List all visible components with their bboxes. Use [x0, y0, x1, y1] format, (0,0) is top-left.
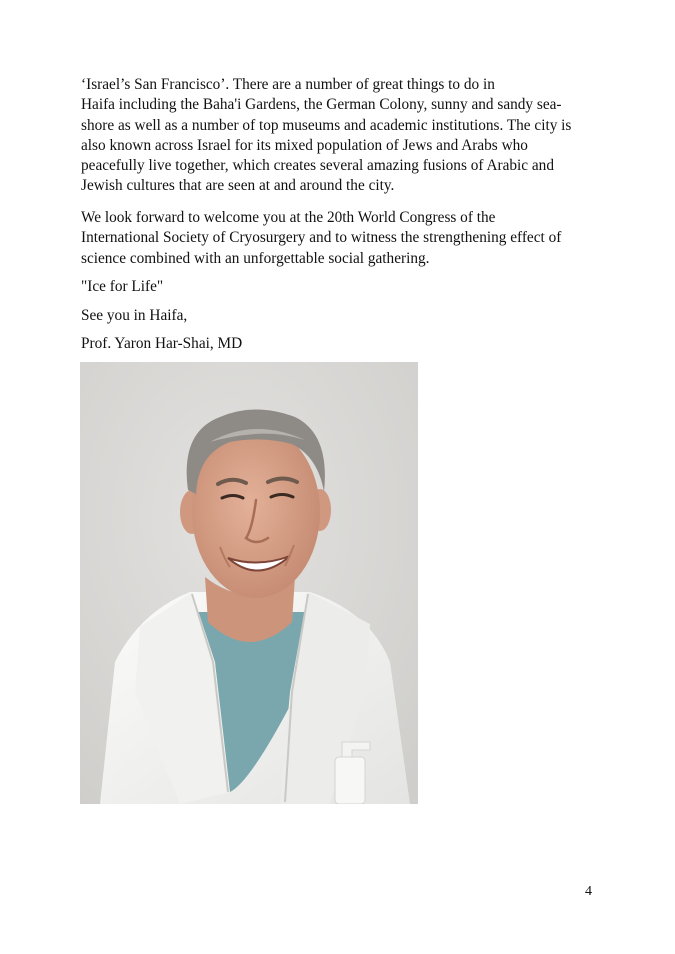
text-line: We look forward to welcome you at the 20th World Congress of the — [81, 209, 496, 226]
page-number: 4 — [585, 884, 592, 899]
intro-paragraph — [81, 75, 571, 197]
text-line: International Society of Cryosurgery and to witness the strengthening effect of — [81, 229, 562, 247]
text-line: science combined with an unforgettable social gathering. — [81, 249, 430, 267]
text-line: peacefully live together, which creates several amazing fusions of Arabic and — [81, 157, 554, 175]
pocket-bottle — [335, 757, 365, 804]
text-line: shore as well as a number of top museums and academic institutions. The city is — [81, 116, 572, 134]
text-line: Haifa including the Baha'i Gardens, the German Colony, sunny and sandy sea- — [81, 96, 562, 114]
welcome-paragraph — [81, 208, 561, 269]
motto-line: "Ice for Life" — [81, 278, 164, 295]
closing-line: See you in Haifa, — [81, 307, 188, 324]
text-line: Jewish cultures that are seen at and around the city. — [81, 177, 395, 195]
portrait-photo — [80, 362, 418, 804]
text-line: ‘Israel’s San Francisco’. There are a number of great things to do in — [81, 76, 495, 93]
text-line: also known across Israel for its mixed population of Jews and Arabs who — [81, 136, 528, 154]
signature-line: Prof. Yaron Har-Shai, MD — [81, 335, 243, 352]
